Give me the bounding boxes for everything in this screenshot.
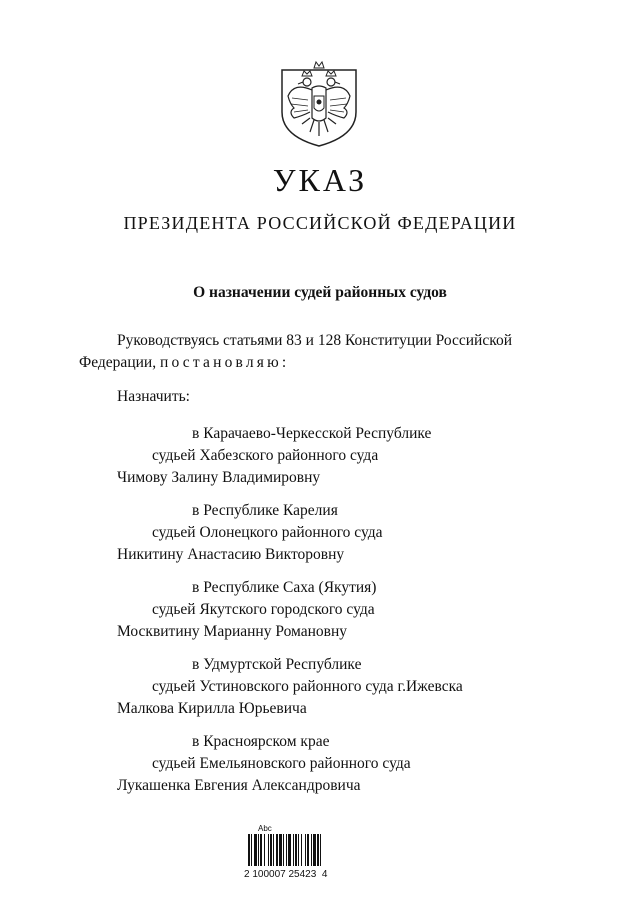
preamble-line-1: Руководствуясь статьями 83 и 128 Конституции Российской <box>117 332 512 349</box>
appointment-entry <box>0 579 640 656</box>
barcode-bar <box>288 834 291 866</box>
entry-court: судьей Устиновского районного суда г.Ижевска <box>152 678 463 695</box>
document-subject: О назначении судей районных судов <box>193 284 447 301</box>
barcode-bar <box>293 834 294 866</box>
barcode-bar <box>258 834 259 866</box>
appointment-entry <box>0 425 640 502</box>
barcode-bar <box>264 834 265 866</box>
barcode-bar <box>270 834 272 866</box>
barcode-bar <box>268 834 269 866</box>
document-subtitle: ПРЕЗИДЕНТА РОССИЙСКОЙ ФЕДЕРАЦИИ <box>123 213 517 233</box>
appoint-label: Назначить: <box>117 388 190 405</box>
entry-region: в Удмуртской Республике <box>192 656 362 673</box>
document-title: УКАЗ <box>272 162 368 198</box>
barcode-bar <box>273 834 274 866</box>
preamble-line-2 <box>79 352 564 374</box>
barcode-bar <box>320 834 321 866</box>
entry-region: в Красноярском крае <box>192 733 330 750</box>
barcode-bar <box>251 834 252 866</box>
barcode-bar <box>298 834 299 866</box>
barcode-bar <box>260 834 262 866</box>
barcode-mark: Abc <box>258 824 272 833</box>
entry-court: судьей Хабезского районного суда <box>152 447 379 464</box>
preamble-federation: Федерации, <box>79 354 157 371</box>
appointment-entry <box>0 656 640 733</box>
appointments-list <box>0 425 640 810</box>
barcode-number: 2 100007 25423 4 <box>244 869 328 880</box>
entry-person: Никитину Анастасию Викторовну <box>117 546 345 563</box>
barcode-bar <box>254 834 257 866</box>
barcode <box>238 824 378 884</box>
barcode-bar <box>301 834 302 866</box>
barcode-bar <box>311 834 312 866</box>
barcode-bar <box>279 834 282 866</box>
barcode-bar <box>276 834 278 866</box>
appointment-entry <box>0 733 640 810</box>
entry-region: в Карачаево-Черкесской Республике <box>192 425 432 442</box>
entry-person: Лукашенка Евгения Александровича <box>117 777 361 794</box>
barcode-bar <box>286 834 287 866</box>
entry-region: в Республике Карелия <box>192 502 338 519</box>
entry-region: в Республике Саха (Якутия) <box>192 579 377 596</box>
barcode-bar <box>317 834 319 866</box>
preamble-paragraph <box>79 330 564 374</box>
entry-court: судьей Емельяновского районного суда <box>152 755 411 772</box>
barcode-bar <box>295 834 297 866</box>
coat-of-arms-icon <box>276 60 362 148</box>
barcode-icon <box>238 834 378 868</box>
entry-person: Чимову Залину Владимировну <box>117 469 321 486</box>
barcode-bar <box>283 834 284 866</box>
barcode-bar <box>248 834 250 866</box>
barcode-bar <box>313 834 316 866</box>
entry-court: судьей Олонецкого районного суда <box>152 524 383 541</box>
barcode-bar <box>305 834 306 866</box>
barcode-bar <box>307 834 309 866</box>
entry-court: судьей Якутского городского суда <box>152 601 375 618</box>
preamble-resolve: постановляю: <box>159 354 290 371</box>
entry-person: Москвитину Марианну Романовну <box>117 623 348 640</box>
entry-person: Малкова Кирилла Юрьевича <box>117 700 307 717</box>
appointment-entry <box>0 502 640 579</box>
